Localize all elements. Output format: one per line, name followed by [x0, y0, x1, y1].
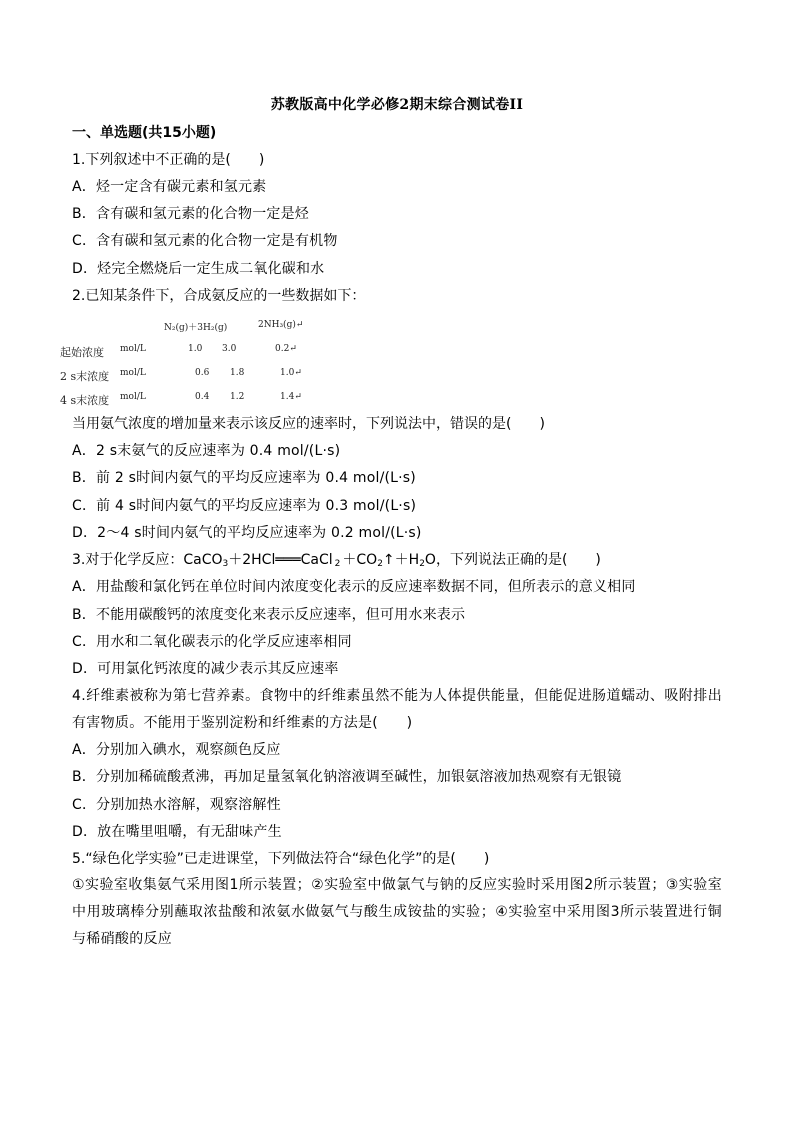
q3-option-c: C．用水和二氧化碳表示的化学反应速率相同: [72, 634, 352, 650]
row-label: 起始浓度: [60, 346, 104, 359]
q3-stem-part: ＋CO: [342, 552, 378, 568]
row-h2: 3.0: [222, 344, 237, 354]
q1-option-b: B．含有碳和氢元素的化合物一定是烃: [72, 206, 310, 222]
q5-body: ①实验室收集氨气采用图1所示装置；②实验室中做氯气与钠的反应实验时采用图2所示装置；③实验室中用玻璃棒分别蘸取浓盐酸和浓氨水做氨气与酸生成铵盐的实验；④实验室中采用图3所示装置进行铜与稀硝酸的反应: [72, 877, 722, 947]
q2-option-a: A．2 s末氨气的反应速率为 0.4 mol/(L·s): [72, 443, 341, 459]
q5-stem: 5.“绿色化学实验”已走进课堂，下列做法符合“绿色化学”的是( ): [72, 851, 490, 867]
subscript: 2: [377, 559, 383, 569]
row-nh3: 0.2↵: [275, 344, 297, 354]
row-unit: mol/L: [120, 344, 146, 354]
q3-stem-part: ↑＋H: [382, 552, 420, 568]
q3-option-b: B．不能用碳酸钙的浓度变化来表示反应速率，但可用水来表示: [72, 607, 466, 623]
q3-stem: [72, 550, 601, 574]
q3-option-d: D．可用氯化钙浓度的减少表示其反应速率: [72, 661, 339, 677]
q4-stem: 4.纤维素被称为第七营养素。食物中的纤维素虽然不能为人体提供能量，但能促进肠道蠕动、吸附排出有害物质。不能用于鉴别淀粉和纤维素的方法是( ): [72, 688, 722, 731]
row-label: 2 s末浓度: [60, 370, 110, 383]
q4-option-b: B．分别加稀硫酸煮沸，再加足量氢氧化钠溶液调至碱性，加银氨溶液加热观察有无银镜: [72, 769, 622, 785]
q1-option-a: A．烃一定含有碳元素和氢元素: [72, 179, 267, 195]
ammonia-data-table: [60, 318, 390, 408]
q3-option-a: A．用盐酸和氯化钙在单位时间内浓度变化表示的反应速率数据不同，但所表示的意义相同: [72, 579, 636, 595]
subscript: 2: [419, 559, 425, 569]
q2-option-c: C．前 4 s时间内氨气的平均反应速率为 0.3 mol/(L·s): [72, 498, 417, 514]
q2-stem: 2.已知某条件下，合成氨反应的一些数据如下：: [72, 288, 366, 304]
table-header-product: 2NH₃(g)↵: [258, 320, 304, 330]
row-nh3: 1.0↵: [280, 368, 302, 378]
q1-stem: 1.下列叙述中不正确的是( ): [72, 152, 265, 168]
q2-option-b: B．前 2 s时间内氨气的平均反应速率为 0.4 mol/(L·s): [72, 470, 416, 486]
page-title: 苏教版高中化学必修2期末综合测试卷II: [270, 97, 524, 113]
subscript: 3: [222, 559, 229, 569]
row-h2: 1.8: [230, 368, 245, 378]
q3-stem-part: ＋2HCl═══CaCl: [228, 552, 333, 568]
row-n2: 0.4: [195, 392, 210, 402]
q3-stem-part: O，下列说法正确的是( ): [424, 552, 601, 568]
q4-option-a: A．分别加入碘水，观察颜色反应: [72, 742, 281, 758]
table-header-reactants: N₂(g)＋3H₂(g): [164, 323, 228, 333]
q1-option-c: C．含有碳和氢元素的化合物一定是有机物: [72, 233, 338, 249]
q2-option-d: D．2～4 s时间内氨气的平均反应速率为 0.2 mol/(L·s): [72, 525, 422, 541]
q1-option-d: D．烃完全燃烧后一定生成二氧化碳和水: [72, 261, 325, 277]
row-n2: 1.0: [188, 344, 203, 354]
row-nh3: 1.4↵: [280, 392, 302, 402]
row-h2: 1.2: [230, 392, 245, 402]
row-label: 4 s末浓度: [60, 394, 110, 407]
row-unit: mol/L: [120, 392, 146, 402]
row-unit: mol/L: [120, 368, 146, 378]
q4-option-c: C．分别加热水溶解，观察溶解性: [72, 797, 281, 813]
q3-stem-part: 3.对于化学反应：CaCO: [72, 552, 223, 568]
subscript: 2: [334, 559, 341, 569]
section-heading: 一、单选题(共15小题): [72, 125, 217, 141]
q4-option-d: D．放在嘴里咀嚼，有无甜味产生: [72, 824, 282, 840]
row-n2: 0.6: [195, 368, 210, 378]
q2-question: 当用氨气浓度的增加量来表示该反应的速率时，下列说法中，错误的是( ): [72, 416, 545, 432]
